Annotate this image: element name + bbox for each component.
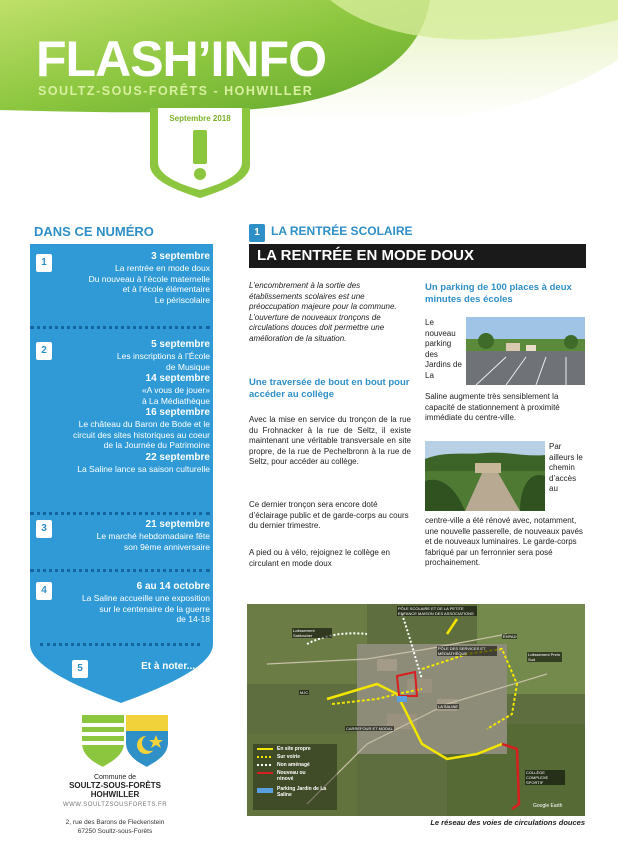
toc-divider (30, 512, 210, 515)
map-label-pole-services: PÔLE DES SERVICES ET MÉDIATHÈQUE (437, 646, 497, 656)
newsletter-title: FLASH’INFO (36, 31, 326, 87)
toc-section-4[interactable] (50, 580, 210, 625)
map-label-google: Google Earth (533, 803, 563, 809)
paragraph-1: Avec la mise en service du tronçon de la rue du Frohnacker à la rue de Seltz, il existe maintenant une véritable transversale en site propre, de la rue de Pechelbronn à la rue de Seltz, pour accéder au collège. (249, 415, 411, 466)
commune-name (60, 774, 170, 800)
article-headline: LA RENTRÉE EN MODE DOUX (249, 244, 586, 268)
toc-text: Le château du Baron de Bode et le circuit des sites historiques au coeur de la Journée du Patrimoine (72, 419, 210, 450)
legend-site-propre: En site propre (277, 746, 311, 752)
paragraph-2: Ce dernier tronçon sera encore doté d’éclairage public et de garde-corps au cours du dernier trimestre. (249, 500, 409, 530)
parking-text-b: Saline augmente très sensiblement la capacité de stationnement à proximité immédiate du centre-ville. (425, 392, 560, 422)
article-intro: L’encombrement à la sortie des établissements scolaires est une préoccupation majeure pour la commune. L’ouverture de nouveaux tronçons de circulations douces doit permettre une amélioration de la situation. (249, 281, 397, 343)
newsletter-subtitle: SOULTZ-SOUS-FORÊTS - HOHWILLER (38, 84, 314, 98)
map-label-sabbacher: Lotissement Sabbacher (292, 628, 332, 638)
legend-parking: Parking Jardin de La Saline (277, 786, 327, 798)
commune-label: Commune de (93, 774, 137, 781)
legend-sur-voirie: Sur voirie (277, 754, 301, 760)
parking-text-a: Le nouveau parking des Jardins de La (425, 318, 462, 380)
chemin-text-b: centre-ville a été rénové avec, notamment, une nouvelle passerelle, de nouveaux pavés et de nouveaux luminaires. Le garde-corps fabriqué par un ferronnier sera posé prochainement. (425, 516, 583, 567)
toc-section-5[interactable] (100, 660, 195, 673)
paragraph-3: A pied ou à vélo, rejoignez le collège en circulant en mode doux (249, 548, 390, 568)
article-kicker: LA RENTRÉE SCOLAIRE (271, 224, 413, 238)
toc-text: La Saline accueille une exposition sur le centenaire de la guerre de 14-18 (81, 593, 210, 624)
toc-section-2[interactable] (50, 338, 210, 474)
toc-date: 3 septembre (151, 251, 210, 262)
map-label-pole-scolaire: PÔLE SCOLAIRE ET DE LA PETITE ENFANCE MAISON DES ASSOCIATIONS (397, 606, 477, 616)
toc-date: Et à noter... (141, 661, 195, 672)
toc-section-1[interactable] (50, 250, 210, 305)
toc-text: La Saline lance sa saison culturelle (77, 463, 210, 474)
toc-date: 5 septembre (151, 339, 210, 350)
address-line-2: 67250 Soultz-sous-Forêts (77, 828, 153, 835)
toc-text: La rentrée en mode doux Du nouveau à l’école maternelle et à l’école élémentaire Le périscolaire (88, 263, 210, 305)
toc-date: 21 septembre (145, 519, 210, 530)
toc-divider (40, 643, 200, 646)
map-label-ehpad: EHPAD (503, 634, 517, 639)
toc-heading: DANS CE NUMÉRO (34, 224, 154, 239)
path-photo (425, 441, 545, 511)
toc-divider (30, 569, 210, 572)
map-label-college: COLLÈGE COMPLEXE SPORTIF (525, 770, 565, 785)
toc-number: 2 (36, 342, 52, 360)
map-label-mjc: MJC (300, 690, 309, 695)
toc-date: 6 au 14 octobre (136, 581, 210, 592)
toc-text: «A vous de jouer» à La Médiathèque (141, 385, 210, 406)
toc-date: 14 septembre (145, 373, 210, 384)
toc-divider (30, 326, 210, 329)
toc-number: 5 (72, 660, 88, 678)
article-number: 1 (249, 224, 265, 242)
toc-text: Le marché hebdomadaire fête son 9ème anniversaire (96, 531, 210, 552)
chemin-text-a: Par ailleurs le chemin d’accès au (549, 442, 583, 493)
toc-text: Les inscriptions à l’École de Musique (116, 351, 210, 372)
address (55, 818, 175, 836)
toc-section-3[interactable] (50, 518, 210, 552)
map-label-saline: LA SALINE (438, 704, 459, 709)
subheading-parking: Un parking de 100 places à deux minutes des écoles (425, 282, 572, 305)
website-link[interactable]: WWW.SOULTZSOUSFORETS.FR (62, 802, 168, 808)
commune-name-1: SOULTZ-SOUS-FORÊTS (69, 781, 161, 790)
address-line-1: 2, rue des Barons de Fleckenstein (65, 819, 165, 826)
toc-date: 16 septembre (145, 407, 210, 418)
toc-number: 4 (36, 582, 52, 600)
map-label-carrefour: CARREFOUR ET MODAL (346, 726, 393, 731)
legend-nouveau: Nouveau ou rénové (277, 770, 306, 782)
commune-logo (80, 713, 170, 769)
circulation-map (247, 604, 585, 816)
toc-number: 1 (36, 254, 52, 272)
legend-non-amenage: Non aménagé (277, 762, 310, 768)
map-label-prein: Lotissement Prein Sud (528, 652, 561, 662)
subheading-traversee: Une traversée de bout en bout pour accéder au collège (249, 377, 410, 400)
issue-date: Septembre 2018 (169, 114, 231, 123)
toc-number: 3 (36, 520, 52, 538)
commune-name-2: HOHWILLER (90, 790, 140, 799)
parking-photo (466, 317, 585, 385)
toc-date: 22 septembre (145, 451, 210, 463)
map-caption: Le réseau des voies de circulations douces (430, 818, 585, 827)
map-legend (253, 744, 337, 810)
